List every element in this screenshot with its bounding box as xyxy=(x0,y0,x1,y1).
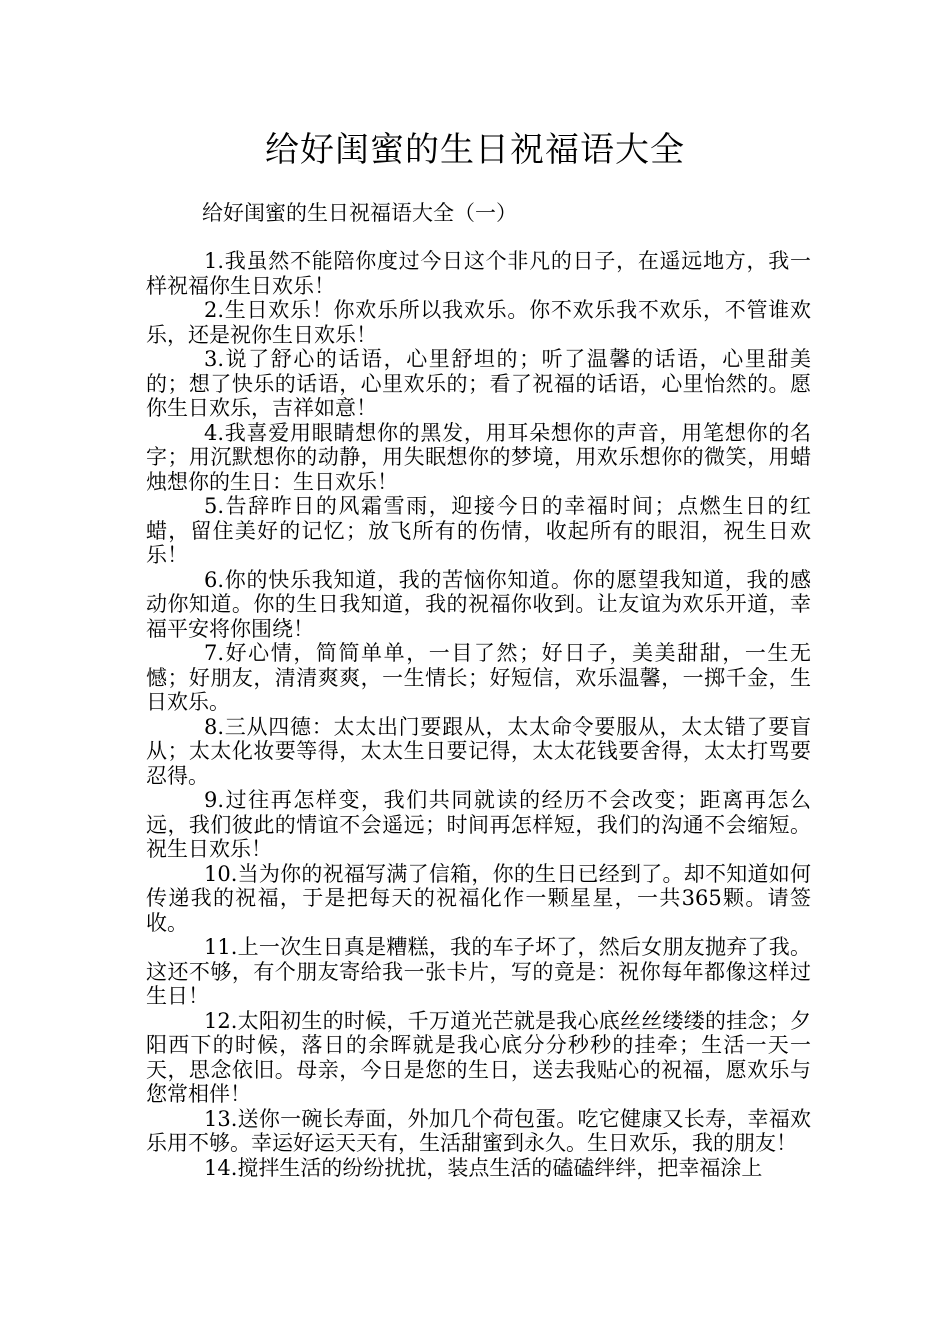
paragraph-7: 7.好心情，简简单单，一目了然；好日子，美美甜甜，一生无憾；好朋友，清清爽爽，一生情长；好短信，欢乐温馨，一掷千金，生日欢乐。 xyxy=(146,641,811,714)
paragraph-13: 13.送你一碗长寿面，外加几个荷包蛋。吃它健康又长寿，幸福欢乐用不够。幸运好运天天有，生活甜蜜到永久。生日欢乐，我的朋友！ xyxy=(146,1106,811,1155)
document-body xyxy=(146,249,811,1180)
paragraph-9: 9.过往再怎样变，我们共同就读的经历不会改变；距离再怎么远，我们彼此的情谊不会遥远；时间再怎样短，我们的沟通不会缩短。祝生日欢乐！ xyxy=(146,788,811,861)
paragraph-5: 5.告辞昨日的风霜雪雨，迎接今日的幸福时间；点燃生日的红蜡，留住美好的记忆；放飞所有的伤情，收起所有的眼泪，祝生日欢乐！ xyxy=(146,494,811,567)
section-heading: 给好闺蜜的生日祝福语大全（一） xyxy=(202,201,517,225)
paragraph-10: 10.当为你的祝福写满了信箱，你的生日已经到了。却不知道如何传递我的祝福，于是把每天的祝福化作一颗星星，一共365颗。请签收。 xyxy=(146,861,811,935)
paragraph-3: 3.说了舒心的话语，心里舒坦的；听了温馨的话语，心里甜美的；想了快乐的话语，心里欢乐的；看了祝福的话语，心里怡然的。愿你生日欢乐，吉祥如意！ xyxy=(146,347,811,420)
paragraph-14: 14.搅拌生活的纷纷扰扰，装点生活的磕磕绊绊，把幸福涂上 xyxy=(204,1155,763,1180)
paragraph-11: 11.上一次生日真是糟糕，我的车子坏了，然后女朋友抛弃了我。这还不够，有个朋友寄给我一张卡片，写的竟是：祝你每年都像这样过生日！ xyxy=(146,935,811,1008)
paragraph-8: 8.三从四德：太太出门要跟从，太太命令要服从，太太错了要盲从；太太化妆要等得，太太生日要记得，太太花钱要舍得，太太打骂要忍得。 xyxy=(146,714,811,788)
paragraph-12: 12.太阳初生的时候，千万道光芒就是我心底丝丝缕缕的挂念；夕阳西下的时候，落日的余晖就是我心底分分秒秒的挂牵；生活一天一天，思念依旧。母亲，今日是您的生日，送去我贴心的祝福，愿欢乐与您常相伴！ xyxy=(146,1008,811,1106)
paragraph-1: 1.我虽然不能陪你度过今日这个非凡的日子，在遥远地方，我一样祝福你生日欢乐！ xyxy=(146,249,811,298)
paragraph-2: 2.生日欢乐！你欢乐所以我欢乐。你不欢乐我不欢乐，不管谁欢乐，还是祝你生日欢乐！ xyxy=(146,298,811,347)
paragraph-4: 4.我喜爱用眼睛想你的黑发，用耳朵想你的声音，用笔想你的名字；用沉默想你的动静，用失眠想你的梦境，用欢乐想你的微笑，用蜡烛想你的生日：生日欢乐！ xyxy=(146,420,811,494)
paragraph-6: 6.你的快乐我知道，我的苦恼你知道。你的愿望我知道，我的感动你知道。你的生日我知道，我的祝福你收到。让友谊为欢乐开道，幸福平安将你围绕！ xyxy=(146,567,811,641)
document-title: 给好闺蜜的生日祝福语大全 xyxy=(265,130,685,170)
